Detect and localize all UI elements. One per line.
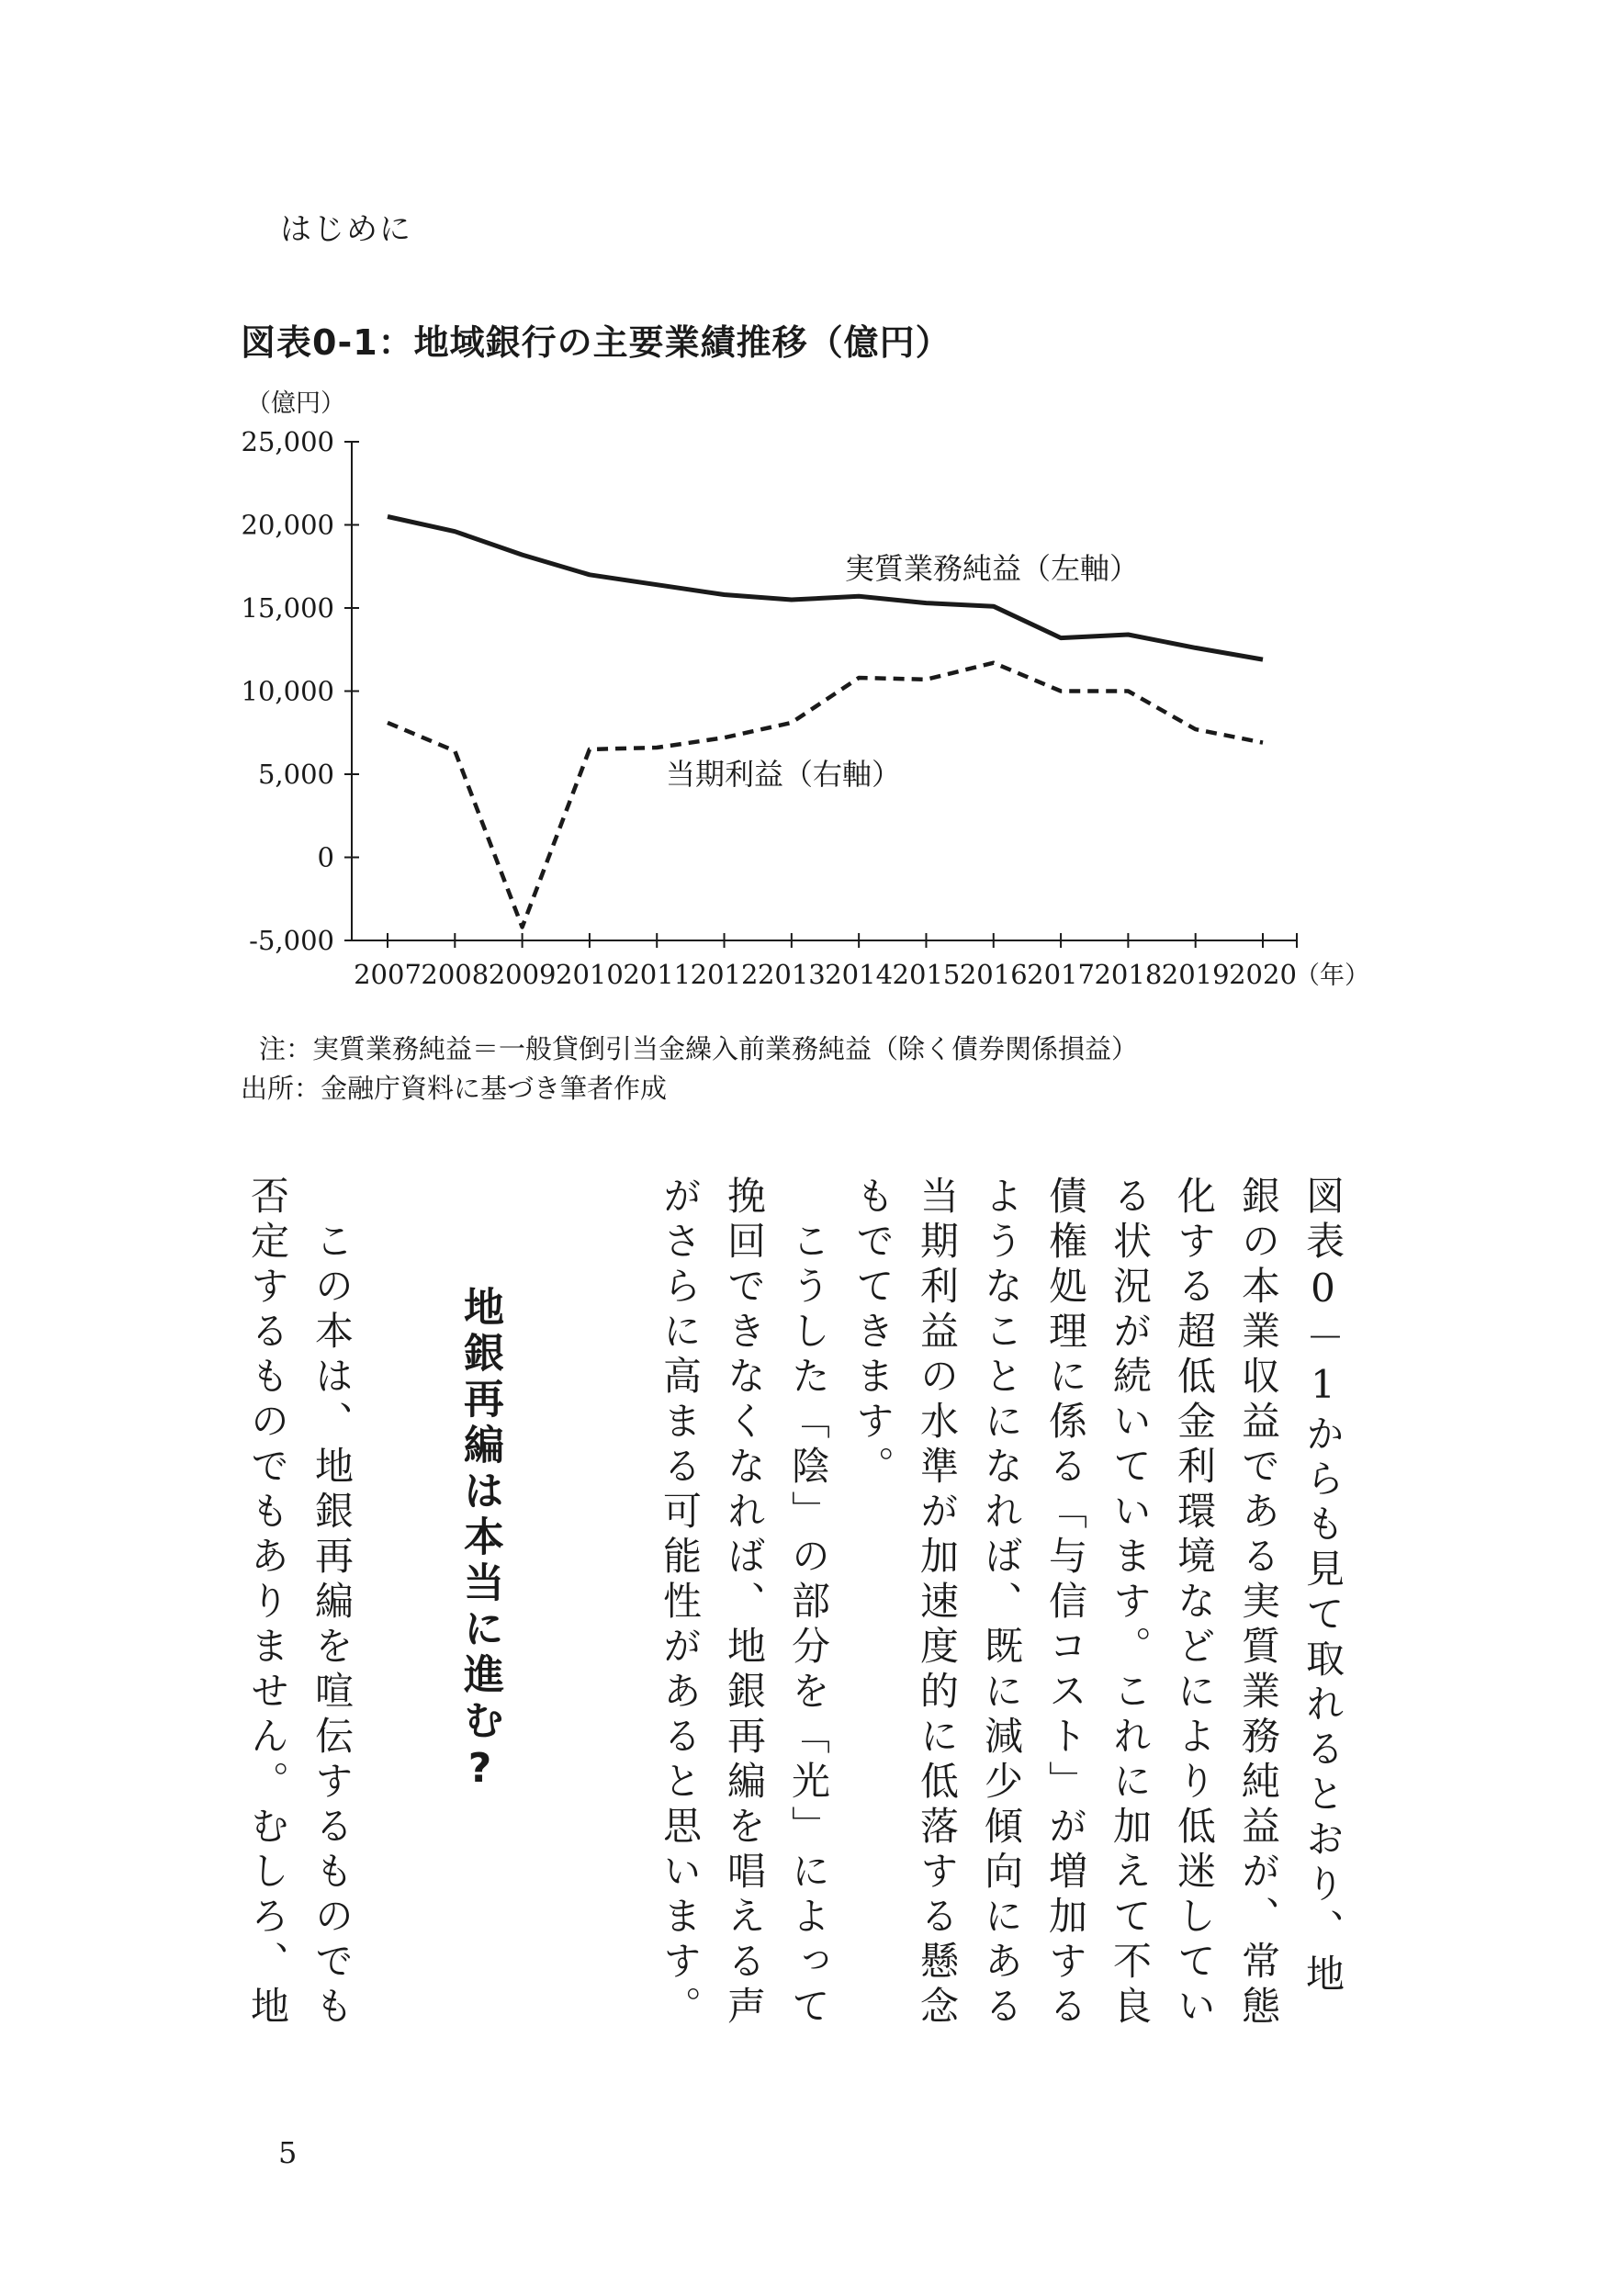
text-column: 否定するものでもありません。むしろ、地 (245, 1176, 290, 2031)
series-label-operating-profit: 実質業務純益（左軸） (845, 551, 1140, 586)
series-line-net-income (388, 663, 1263, 928)
body-text-left (235, 1176, 364, 2031)
section-heading: 地銀再編は本当に進む? (456, 1286, 503, 1797)
x-tick-label: 2017 (1027, 959, 1095, 990)
x-tick-label: 2009 (488, 959, 557, 990)
series-line-operating-profit (388, 517, 1263, 660)
figure-title: 図表0-1：地域銀行の主要業績推移（億円） (241, 322, 951, 363)
series-label-net-income: 当期利益（右軸） (666, 757, 902, 792)
text-column: 挽回できなくなれば、地銀再編を唱える声 (722, 1176, 767, 2031)
y-tick-label: 25,000 (241, 426, 334, 457)
text-column: 銀の本業収益である実質業務純益が、常態 (1236, 1176, 1281, 2031)
text-column: がさらに高まる可能性があると思います。 (658, 1176, 703, 2031)
y-axis-unit: （億円） (246, 389, 345, 418)
page-number: 5 (278, 2135, 298, 2170)
x-tick-label: 2013 (757, 959, 826, 990)
x-tick-label: 2010 (556, 959, 624, 990)
x-tick-label: 2020 (1229, 959, 1297, 990)
y-tick-label: 0 (317, 841, 334, 873)
y-tick-label: 5,000 (257, 759, 334, 790)
line-chart (0, 0, 1621, 1019)
y-tick-label: -5,000 (249, 925, 334, 956)
y-tick-label: 20,000 (241, 509, 334, 541)
text-column: ようなことになれば、既に減少傾向にある (979, 1176, 1024, 2031)
x-axis-unit: （年） (1295, 962, 1369, 990)
x-tick-label: 2011 (623, 959, 692, 990)
x-tick-label: 2019 (1161, 959, 1230, 990)
figure-source: 出所：金融庁資料に基づき筆者作成 (241, 1073, 668, 1104)
y-tick-label: 15,000 (241, 592, 334, 624)
x-tick-label: 2014 (825, 959, 894, 990)
text-column: る状況が続いています。これに加えて不良 (1108, 1176, 1153, 2031)
y-tick-label: 10,000 (241, 675, 334, 707)
text-column: もでてきます。 (850, 1176, 895, 1491)
figure-note: 注：実質業務純益＝一般貸倒引当金繰入前業務純益（除く債券関係損益） (259, 1033, 1139, 1064)
text-column: 当期利益の水準が加速度的に低落する懸念 (915, 1176, 960, 2031)
x-tick-label: 2018 (1094, 959, 1163, 990)
text-column: 図表0－1からも見て取れるとおり、地 (1300, 1176, 1345, 1998)
x-tick-label: 2008 (421, 959, 490, 990)
text-column: 化する超低金利環境などにより低迷してい (1172, 1176, 1217, 2031)
running-head: はじめに (280, 211, 412, 248)
x-tick-label: 2015 (892, 959, 961, 990)
x-tick-label: 2012 (690, 959, 759, 990)
x-tick-label: 2007 (354, 959, 422, 990)
text-column: 債権処理に係る「与信コスト」が増加する (1043, 1176, 1088, 2031)
body-text-right (647, 1176, 1355, 2031)
text-column: この本は、地銀再編を喧伝するものでも (310, 1176, 355, 2031)
text-column: こうした「陰」の部分を「光」によって (786, 1176, 831, 2031)
x-tick-label: 2016 (959, 959, 1028, 990)
